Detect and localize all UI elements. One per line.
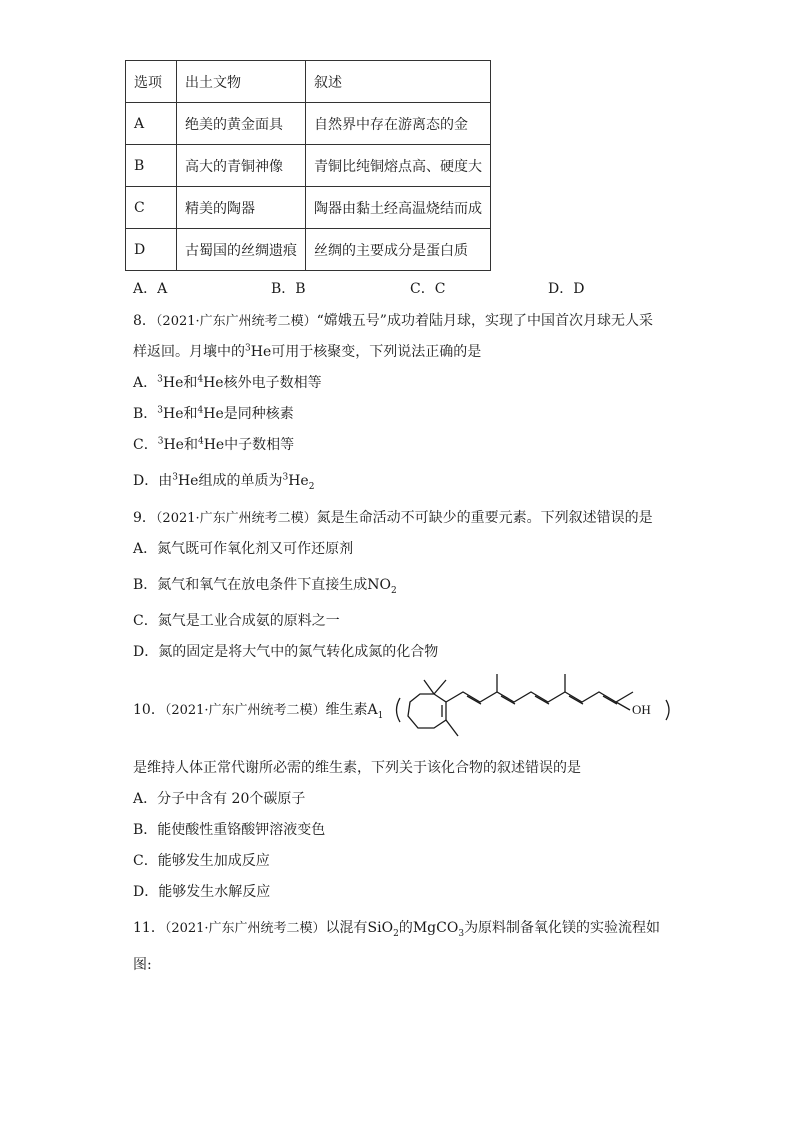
- q10-stem-line2: 是维持人体正常代谢所必需的维生素，下列关于该化合物的叙述错误的是: [133, 760, 581, 776]
- question-number: 8．: [133, 313, 156, 329]
- superscript: 3: [172, 472, 178, 483]
- table-row: [126, 103, 491, 145]
- option-label: C．: [133, 437, 158, 453]
- table-cell: D: [126, 229, 177, 271]
- question-source: （2021·广东广州统考二模）: [155, 511, 317, 526]
- q9-option-c: C．氮气是工业合成氨的原料之一: [133, 613, 340, 629]
- question-number: 10．: [133, 702, 165, 718]
- chain-double-bond: [569, 696, 583, 704]
- superscript: 4: [197, 436, 204, 447]
- methyl: [446, 720, 458, 736]
- question-text: He可用于核聚变，下列说法正确的是: [250, 344, 482, 360]
- formula: SiO: [367, 920, 394, 936]
- table-cell: C: [126, 187, 177, 229]
- superscript: 4: [197, 374, 204, 385]
- question-text: 的: [398, 920, 413, 936]
- table-cell: A: [126, 103, 177, 145]
- option-text: He和: [163, 437, 198, 453]
- question-text: 样返回。月壤中的: [133, 344, 245, 360]
- chain-double-bond: [535, 696, 549, 704]
- subscript: 2: [391, 585, 397, 596]
- table-cell: 自然界中存在游离态的金: [306, 103, 491, 145]
- methyl: [434, 680, 446, 694]
- superscript: 3: [245, 343, 251, 354]
- superscript: 4: [197, 405, 204, 416]
- subscript: 2: [308, 481, 315, 492]
- subscript: 2: [393, 928, 399, 939]
- option-label: D．由: [133, 473, 173, 489]
- table-cell: 精美的陶器: [177, 187, 306, 229]
- q11-stem-line1: [133, 918, 660, 939]
- subscript: 3: [458, 928, 465, 939]
- table-cell: 陶器由黏土经高温烧结而成: [306, 187, 491, 229]
- q7-option-a: A．A: [133, 281, 168, 297]
- table-header-cell: 出土文物: [177, 61, 306, 103]
- table-row: [126, 187, 491, 229]
- question-number: 11．: [133, 920, 165, 936]
- q8-option-a: [133, 373, 322, 393]
- methyl: [424, 680, 434, 694]
- table-row: [126, 229, 491, 271]
- q10-option-d: D．能够发生水解反应: [133, 884, 271, 900]
- question-text: 为原料制备氧化镁的实验流程如: [464, 920, 661, 936]
- q7-option-b: B．B: [271, 281, 306, 297]
- q9-option-b: [133, 575, 397, 595]
- option-text: He和: [162, 375, 198, 391]
- q8-option-c: [133, 435, 294, 455]
- q7-option-c: C．C: [410, 281, 446, 297]
- table-row: [126, 145, 491, 187]
- hydroxyl-label: OH: [632, 702, 651, 717]
- option-text: He核外电子数相等: [203, 375, 322, 391]
- chain-double-bond: [603, 696, 617, 704]
- option-text: B．氮气和氧气在放电条件下直接生成NO: [133, 577, 392, 593]
- table-header-cell: 选项: [126, 61, 177, 103]
- table-cell: 高大的青铜神像: [177, 145, 306, 187]
- option-text: He: [288, 473, 309, 489]
- question-text: 氮是生命活动不可缺少的重要元素。下列叙述错误的是: [316, 510, 653, 526]
- paren-close: [666, 700, 669, 720]
- chain-double-bond: [467, 696, 481, 704]
- question-text: “嫦娥五号”成功着陆月球，实现了中国首次月球无人采: [316, 313, 653, 329]
- table-header-cell: 叙述: [306, 61, 491, 103]
- table-cell: 青铜比纯铜熔点高、硬度大: [306, 145, 491, 187]
- superscript: 3: [157, 374, 163, 385]
- ring: [408, 694, 446, 728]
- table-header-row: [126, 61, 491, 103]
- formula: MgCO: [412, 920, 459, 936]
- q9-option-d: D．氮的固定是将大气中的氮气转化成氮的化合物: [133, 644, 439, 660]
- q8-option-b: [133, 404, 294, 424]
- table-cell: 丝绸的主要成分是蛋白质: [306, 229, 491, 271]
- table-cell: 古蜀国的丝绸遗痕: [177, 229, 306, 271]
- chain-double-bond: [501, 696, 515, 704]
- q8-option-d: [133, 471, 314, 491]
- question-source: （2021·广东广州统考二模）: [164, 703, 326, 718]
- q10-option-c: C．能够发生加成反应: [133, 853, 270, 869]
- subscript: 1: [377, 710, 384, 721]
- option-text: He中子数相等: [203, 437, 295, 453]
- options-table: [125, 60, 491, 271]
- c-oh-bond: [616, 702, 630, 710]
- option-label: B．: [133, 406, 158, 422]
- q9-stem: [133, 508, 653, 529]
- option-label: A．: [133, 375, 158, 391]
- superscript: 3: [282, 472, 289, 483]
- superscript: 3: [157, 436, 164, 447]
- question-source: （2021·广东广州统考二模）: [164, 921, 326, 936]
- option-text: He组成的单质为: [177, 473, 283, 489]
- q8-stem-line1: [133, 311, 653, 332]
- q10-stem-line1: [133, 700, 383, 721]
- question-text: 维生素A: [325, 702, 378, 718]
- paren-open: [397, 698, 401, 722]
- superscript: 3: [157, 405, 164, 416]
- q9-option-a: A．氮气既可作氧化剂又可作还原剂: [133, 541, 354, 557]
- option-text: He是同种核素: [203, 406, 294, 422]
- q8-stem-line2: [133, 342, 481, 362]
- q10-option-a: A．分子中含有 20个碳原子: [133, 791, 306, 807]
- q11-stem-line2: 图:: [133, 957, 152, 973]
- question-text: 以混有: [325, 920, 368, 936]
- q10-option-b: B．能使酸性重铬酸钾溶液变色: [133, 822, 326, 838]
- vitamin-a-structure: [388, 672, 678, 748]
- table-cell: B: [126, 145, 177, 187]
- table-cell: 绝美的黄金面具: [177, 103, 306, 145]
- question-number: 9．: [133, 510, 156, 526]
- option-text: He和: [163, 406, 198, 422]
- question-source: （2021·广东广州统考二模）: [155, 314, 317, 329]
- q7-option-d: D．D: [548, 281, 585, 297]
